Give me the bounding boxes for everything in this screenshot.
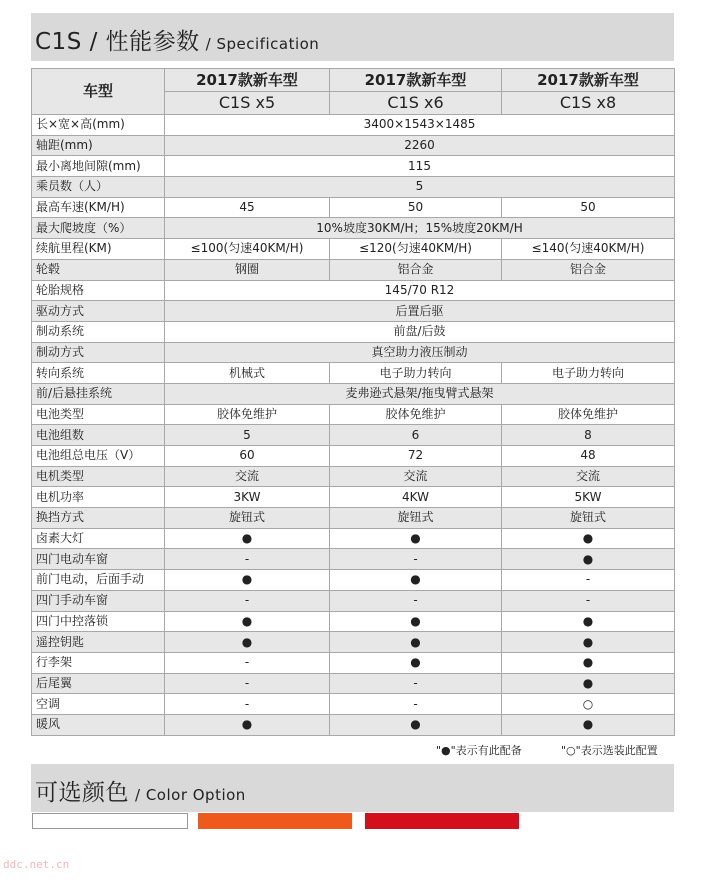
spec-row	[32, 466, 675, 487]
color-swatch-white	[32, 813, 188, 829]
spec-row-label: 驱动方式	[32, 301, 165, 322]
spec-row-value: 2260	[165, 135, 675, 156]
spec-row	[32, 135, 675, 156]
spec-row-value: 钢圈	[165, 259, 330, 280]
spec-row	[32, 363, 675, 384]
spec-row-value: 50	[502, 197, 675, 218]
legend-optional: "○"表示选装此配置	[561, 744, 658, 757]
spec-row	[32, 694, 675, 715]
spec-row	[32, 301, 675, 322]
spec-row-label: 前门电动，后面手动	[32, 570, 165, 591]
spec-row-label: 制动系统	[32, 321, 165, 342]
spec-row	[32, 156, 675, 177]
model-name-2: C1S x6	[330, 92, 502, 115]
spec-row-value: 145/70 R12	[165, 280, 675, 301]
spec-row-label: 转向系统	[32, 363, 165, 384]
spec-row-value: ●	[502, 611, 675, 632]
spec-row	[32, 611, 675, 632]
spec-row-label: 最大爬坡度（%）	[32, 218, 165, 239]
spec-row-value: 机械式	[165, 363, 330, 384]
spec-row-value: 胶体免维护	[330, 404, 502, 425]
spec-row-value: ●	[165, 528, 330, 549]
spec-row-value: -	[165, 694, 330, 715]
spec-row-value: ●	[330, 570, 502, 591]
spec-row-value: 交流	[165, 466, 330, 487]
spec-row-value: ●	[330, 652, 502, 673]
spec-row	[32, 549, 675, 570]
spec-row-value: -	[330, 590, 502, 611]
spec-row-label: 后尾翼	[32, 673, 165, 694]
spec-table	[31, 68, 675, 736]
model-name-1: C1S x5	[165, 92, 330, 115]
spec-row	[32, 590, 675, 611]
spec-row	[32, 632, 675, 653]
color-swatch-red	[365, 813, 519, 829]
spec-row	[32, 321, 675, 342]
spec-row-label: 续航里程(KM)	[32, 239, 165, 260]
header-row-years	[32, 69, 675, 92]
spec-row-label: 电池组总电压（V）	[32, 446, 165, 467]
spec-row-label: 四门电动车窗	[32, 549, 165, 570]
spec-row-value: ≤140(匀速40KM/H)	[502, 239, 675, 260]
spec-title-bar	[31, 13, 674, 61]
spec-row-label: 最高车速(KM/H)	[32, 197, 165, 218]
spec-row	[32, 280, 675, 301]
spec-row	[32, 177, 675, 198]
spec-row-value: -	[502, 590, 675, 611]
spec-row-value: 4KW	[330, 487, 502, 508]
spec-row-value: 48	[502, 446, 675, 467]
spec-row	[32, 239, 675, 260]
spec-row-value: -	[165, 673, 330, 694]
spec-row	[32, 218, 675, 239]
spec-row-value: -	[330, 673, 502, 694]
spec-row-value: -	[165, 549, 330, 570]
spec-row-label: 行李架	[32, 652, 165, 673]
spec-row-label: 电池组数	[32, 425, 165, 446]
spec-row	[32, 487, 675, 508]
spec-row	[32, 342, 675, 363]
spec-row	[32, 714, 675, 735]
spec-row-value: 交流	[330, 466, 502, 487]
spec-row-value: -	[502, 570, 675, 591]
legend	[31, 740, 674, 760]
spec-row	[32, 115, 675, 136]
spec-row-value: ●	[165, 714, 330, 735]
spec-row-value: ●	[502, 714, 675, 735]
spec-row	[32, 197, 675, 218]
spec-row-label: 前/后悬挂系统	[32, 383, 165, 404]
spec-title	[35, 23, 319, 56]
color-title	[35, 774, 246, 807]
spec-row-label: 换挡方式	[32, 508, 165, 529]
spec-row-value: 真空助力液压制动	[165, 342, 675, 363]
watermark: ddc.net.cn	[3, 858, 70, 871]
spec-row	[32, 259, 675, 280]
spec-row-value: ●	[502, 673, 675, 694]
spec-row-label: 暖风	[32, 714, 165, 735]
model-header-label: 车型	[32, 69, 165, 115]
spec-sep: /	[81, 29, 106, 55]
spec-row-value: 旋钮式	[330, 508, 502, 529]
spec-row-value: ●	[165, 570, 330, 591]
spec-row-label: 制动方式	[32, 342, 165, 363]
spec-row-value: ●	[502, 632, 675, 653]
spec-row	[32, 404, 675, 425]
spec-row-value: ●	[330, 632, 502, 653]
color-swatch-orange	[198, 813, 352, 829]
spec-row-label: 轴距(mm)	[32, 135, 165, 156]
spec-row	[32, 446, 675, 467]
spec-row	[32, 528, 675, 549]
legend-standard: "●"表示有此配备	[436, 744, 522, 757]
spec-row-value: 115	[165, 156, 675, 177]
color-title-en: / Color Option	[135, 786, 246, 804]
spec-row-value: ●	[330, 714, 502, 735]
spec-table-body	[32, 69, 675, 736]
spec-title-en: / Specification	[205, 35, 320, 53]
spec-row-value: ○	[502, 694, 675, 715]
spec-row-value: 电子助力转向	[502, 363, 675, 384]
spec-row-value: 10%坡度30KM/H；15%坡度20KM/H	[165, 218, 675, 239]
spec-row-value: 8	[502, 425, 675, 446]
spec-row-label: 长×宽×高(mm)	[32, 115, 165, 136]
spec-row-value: -	[330, 549, 502, 570]
spec-row-label: 空调	[32, 694, 165, 715]
color-title-bar	[31, 764, 674, 812]
model-year-2: 2017款新车型	[330, 69, 502, 92]
spec-row	[32, 508, 675, 529]
model-year-3: 2017款新车型	[502, 69, 675, 92]
spec-row-label: 电机类型	[32, 466, 165, 487]
spec-row-value: ●	[330, 611, 502, 632]
model-name-3: C1S x8	[502, 92, 675, 115]
spec-row-value: 铝合金	[330, 259, 502, 280]
spec-row-value: 旋钮式	[165, 508, 330, 529]
spec-row-value: ≤120(匀速40KM/H)	[330, 239, 502, 260]
spec-row-value: 72	[330, 446, 502, 467]
spec-row-value: 后置后驱	[165, 301, 675, 322]
spec-row	[32, 570, 675, 591]
spec-row-value: 5KW	[502, 487, 675, 508]
spec-row-label: 轮毂	[32, 259, 165, 280]
spec-row-value: 45	[165, 197, 330, 218]
spec-row-label: 卤素大灯	[32, 528, 165, 549]
spec-row-value: ≤100(匀速40KM/H)	[165, 239, 330, 260]
spec-row-value: 3KW	[165, 487, 330, 508]
spec-row-label: 四门中控落锁	[32, 611, 165, 632]
spec-row-value: ●	[330, 528, 502, 549]
spec-row-value: 3400×1543×1485	[165, 115, 675, 136]
spec-row	[32, 673, 675, 694]
spec-row-value: 旋钮式	[502, 508, 675, 529]
spec-row-label: 四门手动车窗	[32, 590, 165, 611]
spec-row-value: ●	[502, 549, 675, 570]
spec-row-label: 最小离地间隙(mm)	[32, 156, 165, 177]
spec-row-value: 胶体免维护	[502, 404, 675, 425]
spec-row-value: -	[165, 652, 330, 673]
spec-row-value: -	[165, 590, 330, 611]
spec-row-value: 麦弗逊式悬架/拖曳臂式悬架	[165, 383, 675, 404]
spec-row-value: 5	[165, 177, 675, 198]
spec-row	[32, 652, 675, 673]
spec-row-value: -	[330, 694, 502, 715]
model-year-1: 2017款新车型	[165, 69, 330, 92]
spec-row-value: ●	[502, 652, 675, 673]
spec-title-cn: 性能参数	[105, 29, 200, 55]
spec-row-label: 电机功率	[32, 487, 165, 508]
spec-row-value: 50	[330, 197, 502, 218]
spec-row-label: 电池类型	[32, 404, 165, 425]
spec-row-value: 60	[165, 446, 330, 467]
spec-row-value: 胶体免维护	[165, 404, 330, 425]
spec-row-value: 铝合金	[502, 259, 675, 280]
color-title-cn: 可选颜色	[35, 780, 129, 806]
spec-row-value: 交流	[502, 466, 675, 487]
spec-row-value: ●	[165, 611, 330, 632]
spec-model: C1S	[35, 29, 82, 55]
spec-row-value: ●	[502, 528, 675, 549]
spec-row-value: ●	[165, 632, 330, 653]
spec-row-value: 前盘/后鼓	[165, 321, 675, 342]
spec-row-value: 5	[165, 425, 330, 446]
spec-row-label: 乘员数（人）	[32, 177, 165, 198]
spec-row-label: 遥控钥匙	[32, 632, 165, 653]
spec-row	[32, 425, 675, 446]
spec-row-value: 6	[330, 425, 502, 446]
spec-row	[32, 383, 675, 404]
spec-row-label: 轮胎规格	[32, 280, 165, 301]
spec-row-value: 电子助力转向	[330, 363, 502, 384]
